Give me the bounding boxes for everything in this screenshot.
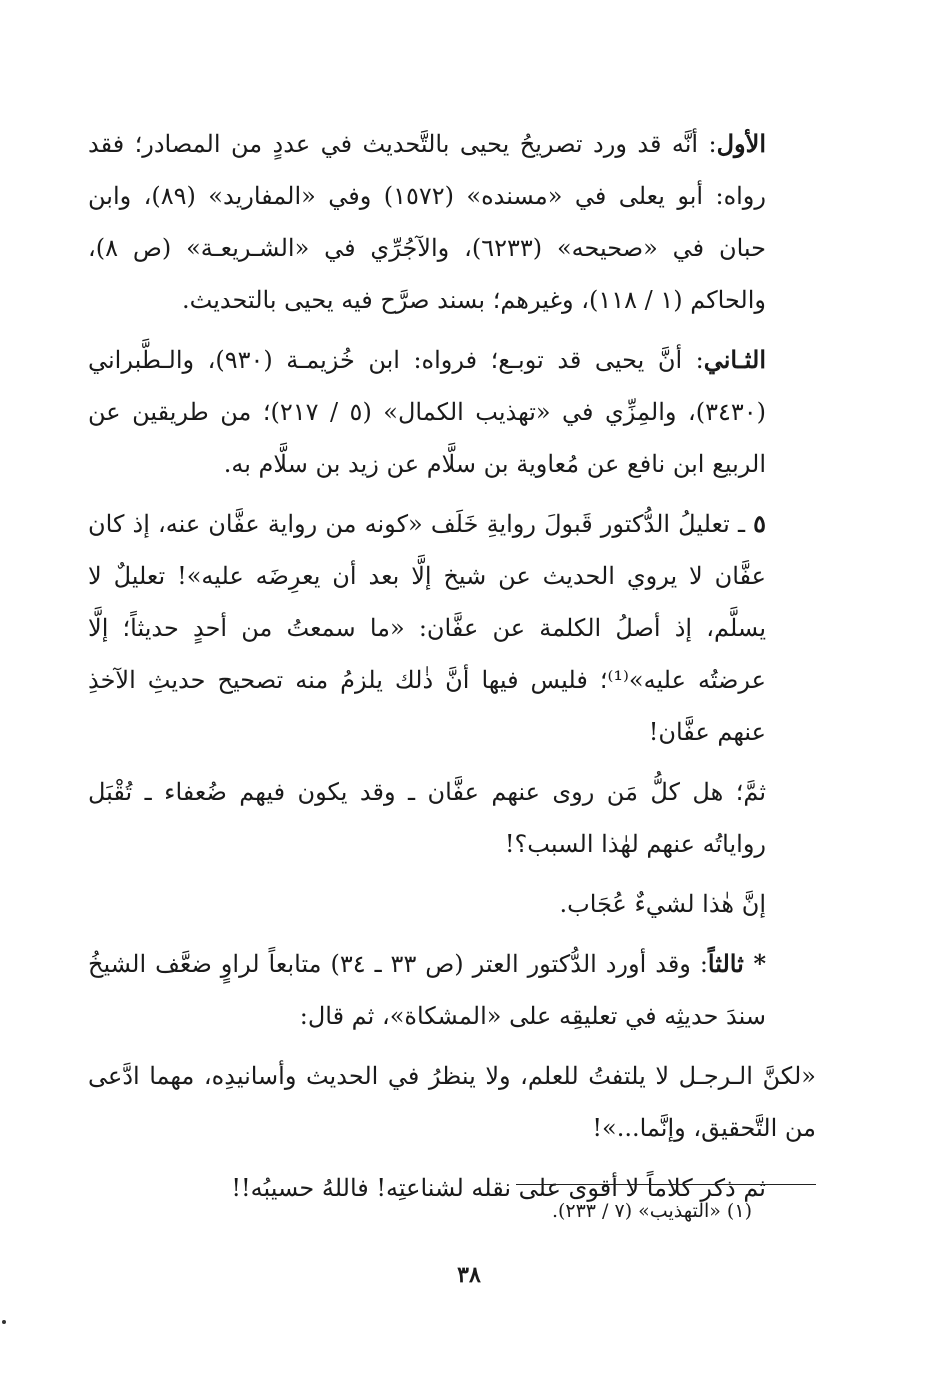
paragraph-text: : أنَّ يحيى قد توبـع؛ فرواه: ابن خُزيمـة (٩٣٠)، والـطَّبراني (٣٤٣٠)، والمِزِّي في «تهذيب الكمال» (٥ / ٢١٧)؛ من طريقين عن الربيع ابن نافع عن مُعاوية بن سلَّام عن زيد بن سلَّام به. [88,346,766,478]
paragraph-first-point [88,118,816,326]
paragraph-point-five [88,498,816,758]
scan-speck [2,1320,6,1324]
paragraph-text: إنَّ هٰذا لشيءٌ عُجَاب. [559,890,766,918]
paragraph-text: : وقد أورد الدُّكتور العتر (ص ٣٣ ـ ٣٤) متابعاً لراوٍ ضعَّف الشيخُ سندَ حديثِه في تعليقِه على «المشكاة»، ثم قال: [88,950,766,1030]
paragraph-second-point [88,334,816,490]
paragraph-lead: الأول [716,129,766,158]
page-body [88,118,816,1222]
paragraph-lead: * ثالثاً [707,949,766,978]
paragraph-third-point [88,938,816,1042]
paragraph-lead: ٥ [753,509,767,538]
paragraph-lead: الثـاني [703,345,766,374]
footnote: (١) «التهذيب» (٧ / ٢٣٣). [551,1200,752,1222]
paragraph-text: ـ تعليلُ الدُّكتور قَبولَ روايةِ خَلَف «كونه من رواية عفَّان عنه، إذ كان عفَّان لا يروي الحديث عن شيخ إلَّا بعد أن يعرِضَه عليه»! تعليلٌ لا يسلَّم، إذ أصلُ الكلمة عن عفَّان: «ما سمعتُ من أحدٍ حديثاً؛ إلَّا عرضتُه عليه»⁽¹⁾؛ فليس فيها أنَّ ذٰلك يلزمُ منه تصحيح حديثِ الآخذِ عنهم عفَّان! [88,510,766,746]
paragraph-text: «لكنَّ الـرجـل لا يلتفتُ للعلم، ولا ينظرُ في الحديث وأسانيدِه، مهما ادَّعى من التَّحقيق، وإنَّما...»! [88,1062,816,1142]
page-number: ٣٨ [457,1262,481,1288]
paragraph-exclamation [88,878,816,930]
paragraph-text: : أنَّه قد ورد تصريحُ يحيى بالتَّحديث في عددٍ من المصادر؛ فقد رواه: أبو يعلى في «مسنده» (١٥٧٢) وفي «المفاريد» (٨٩)، وابن حبان في «صحيحه» (٦٢٣٣)، والآجُرِّي في «الشـريعـة» (ص ٨)، والحاكم (١ / ١١٨)، وغيرهم؛ بسند صرَّح فيه يحيى بالتحديث. [88,130,766,314]
paragraph-question [88,766,816,870]
paragraph-text: ثمَّ؛ هل كلُّ مَن روى عنهم عفَّان ـ وقد يكون فيهم ضُعفاء ـ تُقْبَل رواياتُه عنهم لهٰذا السبب؟! [88,778,766,858]
paragraph-text: ثم ذكر كلاماً لا أقوى على نقله لشناعتِه! فاللهُ حسيبُه!! [231,1174,766,1202]
paragraph-quotation [88,1050,816,1154]
footnote-divider [516,1184,816,1185]
